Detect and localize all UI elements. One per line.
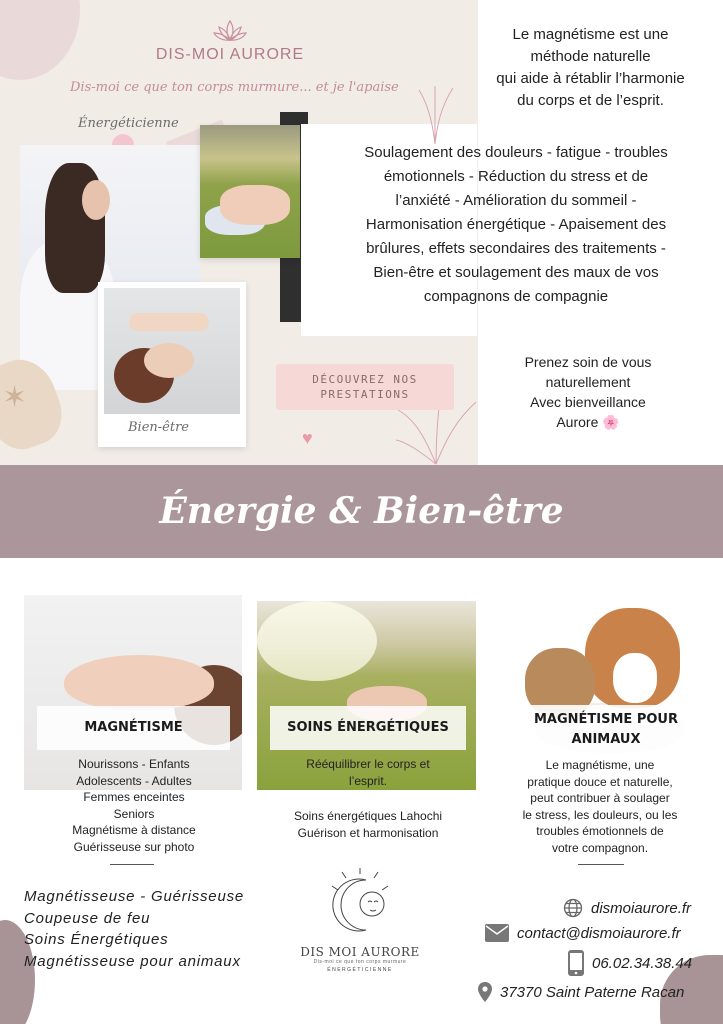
divider xyxy=(110,864,154,865)
section-title: Énergie & Bien-être xyxy=(159,490,564,532)
brand-name: DIS-MOI AURORE xyxy=(155,46,305,63)
intro-line: méthode naturelle xyxy=(530,48,651,65)
address-text: 37370 Saint Paterne Racan xyxy=(500,983,685,1001)
benefit-line: compagnons de compagnie xyxy=(423,288,609,305)
signoff-text xyxy=(508,352,668,432)
mail-icon xyxy=(485,924,509,942)
animaux-title-line: ANIMAUX xyxy=(571,732,641,747)
soins-description xyxy=(262,756,474,789)
benefit-line: Soulagement des douleurs - fatigue - troubles xyxy=(364,144,668,161)
magnetisme-title: MAGNÉTISME xyxy=(37,706,230,750)
footer-logo-role: ÉNERGÉTICIENNE xyxy=(327,967,393,973)
role-item: Magnétisseuse pour animaux xyxy=(24,952,241,970)
benefit-line: émotionnels - Réduction du stress et de xyxy=(383,168,649,185)
list-item: Seniors xyxy=(113,806,155,821)
photo-baby-in-field xyxy=(200,125,300,258)
description-line: votre compagnon. xyxy=(551,840,649,855)
website-text: dismoiaurore.fr xyxy=(591,899,692,917)
tagline: Dis-moi ce que ton corps murmure... et je l'apaise xyxy=(70,80,399,95)
intro-text xyxy=(478,24,703,112)
signoff-line: naturellement xyxy=(545,374,631,390)
intro-line: Le magnétisme est une xyxy=(512,26,669,43)
description-line: le stress, les douleurs, ou les xyxy=(522,807,678,822)
description-line: Soins énergétiques Lahochi xyxy=(293,809,443,823)
benefit-line: Bien-être et soulagement des maux de vos xyxy=(373,264,659,281)
signoff-line: Prenez soin de vous xyxy=(524,354,652,370)
website-link[interactable] xyxy=(563,898,691,918)
discover-services-button[interactable] xyxy=(276,364,454,410)
footer-logo xyxy=(300,868,420,973)
footer-logo-subtitle: Dis-moi ce que ton corps murmure xyxy=(313,959,407,965)
phone-link[interactable] xyxy=(568,950,692,976)
cta-line-2: PRESTATIONS xyxy=(320,388,410,401)
intro-line: qui aide à rétablir l’harmonie xyxy=(496,70,685,87)
signoff-line: Avec bienveillance xyxy=(530,394,646,410)
phone-icon xyxy=(568,950,584,976)
soins-details xyxy=(262,808,474,841)
label-bien-etre: Bien-être xyxy=(128,420,189,435)
list-item: Femmes enceintes xyxy=(83,790,185,804)
moon-face-icon xyxy=(324,868,396,940)
location-pin-icon xyxy=(478,982,492,1002)
description-line: troubles émotionnels de xyxy=(536,824,664,838)
decorative-blob xyxy=(0,0,80,80)
brand-logo xyxy=(120,18,340,64)
footer-brand-name: DIS MOI AURORE xyxy=(300,945,420,959)
list-item: Guérisseuse sur photo xyxy=(73,839,195,854)
cta-line-1: DÉCOUVREZ NOS xyxy=(312,373,418,386)
benefits-list xyxy=(322,141,710,309)
list-item: Magnétisme à distance xyxy=(72,823,196,837)
divider xyxy=(578,864,624,865)
soins-energetiques-title: SOINS ÉNERGÉTIQUES xyxy=(270,706,466,750)
benefit-line: l’anxiété - Amélioration du sommeil - xyxy=(395,192,637,209)
email-text: contact@dismoiaurore.fr xyxy=(517,924,681,942)
role-item: Soins Énergétiques xyxy=(24,931,169,948)
address xyxy=(478,982,684,1002)
signoff-line: Aurore 🌸 xyxy=(556,414,620,430)
heart-icon: ♥ xyxy=(302,428,313,448)
leaf-decoration xyxy=(405,86,465,146)
starfish-icon: ✶ xyxy=(2,381,28,414)
list-item: Nourissons - Enfants xyxy=(78,757,190,771)
role-item: Magnétisseuse - Guérisseuse xyxy=(24,888,245,905)
section-band xyxy=(0,465,723,558)
magnetisme-list xyxy=(30,756,238,855)
benefit-line: Harmonisation énergétique - Apaisement des xyxy=(365,216,667,233)
description-line: peut contribuer à soulager xyxy=(530,791,670,805)
description-line: Le magnétisme, une xyxy=(545,758,655,772)
label-energeticienne: Énergéticienne xyxy=(78,116,179,131)
roles-list xyxy=(24,886,294,972)
description-line: Guérison et harmonisation xyxy=(297,825,439,840)
role-item: Coupeuse de feu xyxy=(24,909,151,927)
globe-icon xyxy=(563,898,583,918)
animaux-title-line: MAGNÉTISME POUR xyxy=(534,712,678,727)
intro-line: du corps et de l’esprit. xyxy=(517,92,664,109)
lotus-icon xyxy=(212,18,248,44)
benefit-line: brûlures, effets secondaires des traitements - xyxy=(366,240,666,257)
animaux-title xyxy=(510,705,702,755)
description-line: pratique douce et naturelle, xyxy=(527,774,673,789)
phone-text: 06.02.34.38.44 xyxy=(592,954,693,972)
description-line: l’esprit. xyxy=(348,773,387,788)
description-line: Rééquilibrer le corps et xyxy=(306,757,430,771)
email-link[interactable] xyxy=(485,924,681,942)
animaux-description xyxy=(500,757,700,856)
list-item: Adolescents - Adultes xyxy=(76,773,192,788)
